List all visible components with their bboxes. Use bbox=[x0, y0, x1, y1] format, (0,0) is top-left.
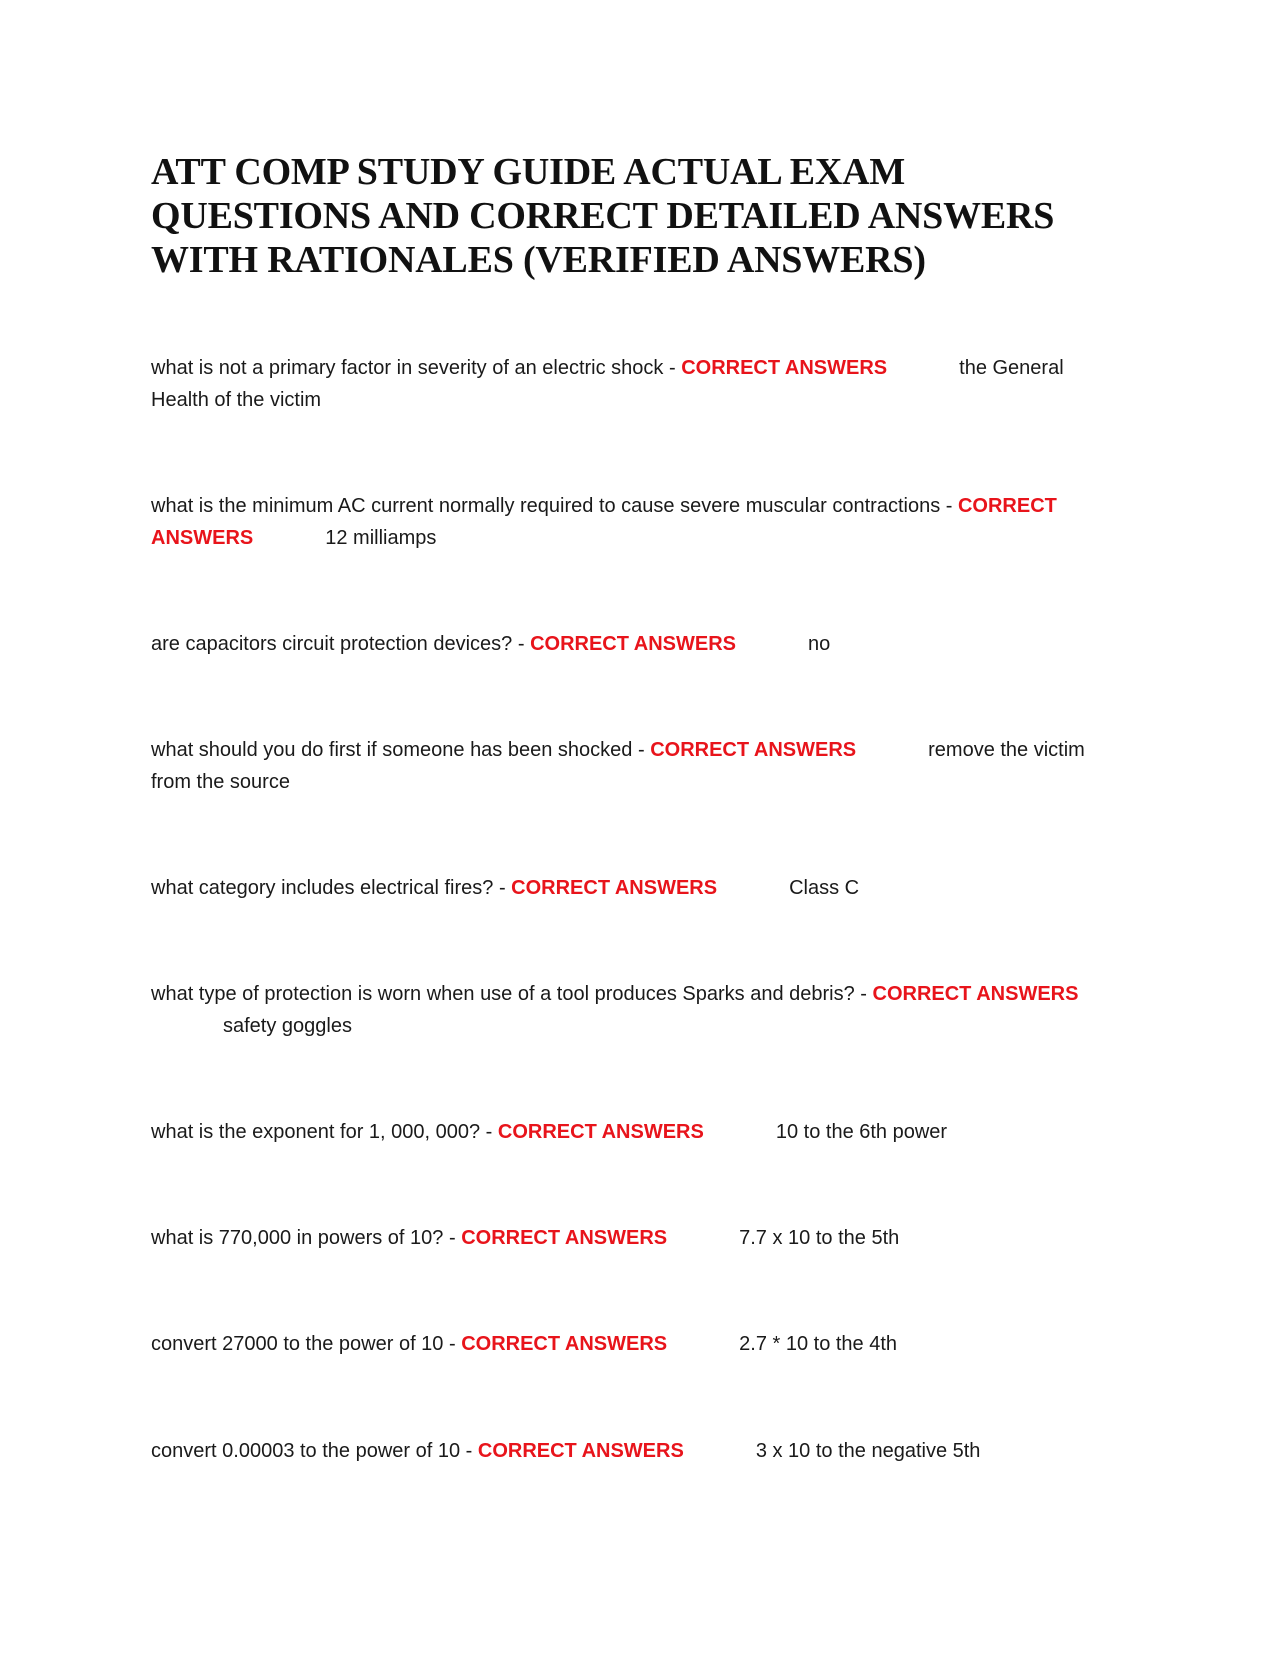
answer-text: safety goggles bbox=[223, 1015, 352, 1037]
question-text: what is the minimum AC current normally required to cause severe muscular contractions - bbox=[151, 495, 958, 517]
correct-answers-label: CORRECT ANSWERS bbox=[497, 1121, 704, 1143]
qa-item bbox=[151, 352, 1111, 416]
question-text: are capacitors circuit protection devices? - bbox=[151, 633, 531, 655]
answer-text: 3 x 10 to the negative 5th bbox=[755, 1440, 981, 1462]
question-text: convert 0.00003 to the power of 10 - bbox=[151, 1440, 478, 1462]
qa-item bbox=[151, 1328, 1111, 1360]
qa-item bbox=[151, 978, 1111, 1042]
title-line: ATT COMP STUDY GUIDE ACTUAL EXAM bbox=[151, 151, 906, 193]
qa-item bbox=[151, 1435, 1111, 1467]
qa-item bbox=[151, 872, 1111, 904]
qa-item bbox=[151, 1222, 1111, 1254]
correct-answers-label: CORRECT ANSWERS bbox=[461, 1227, 668, 1249]
correct-answers-label: CORRECT ANSWERS bbox=[530, 633, 736, 655]
answer-text: remove the victim from the source bbox=[151, 739, 1085, 793]
correct-answers-label: CORRECT ANSWERS bbox=[650, 739, 857, 761]
correct-answers-label: CORRECT ANSWERS bbox=[461, 1333, 668, 1355]
question-text: convert 27000 to the power of 10 - bbox=[151, 1333, 462, 1355]
question-text: what is the exponent for 1, 000, 000? - bbox=[151, 1121, 498, 1143]
answer-text: 7.7 x 10 to the 5th bbox=[739, 1227, 900, 1249]
correct-answers-label: CORRECT ANSWERS bbox=[511, 877, 718, 899]
qa-item bbox=[151, 734, 1111, 798]
answer-text: 2.7 * 10 to the 4th bbox=[739, 1333, 898, 1355]
document-title bbox=[151, 150, 1151, 282]
question-text: what should you do first if someone has been shocked - bbox=[151, 739, 651, 761]
answer-text: Class C bbox=[789, 877, 860, 899]
question-text: what is 770,000 in powers of 10? - bbox=[151, 1227, 462, 1249]
answer-text: 12 milliamps bbox=[325, 527, 437, 549]
question-text: what is not a primary factor in severity of an electric shock - bbox=[151, 357, 682, 379]
title-line: WITH RATIONALES (VERIFIED ANSWERS) bbox=[151, 239, 926, 281]
qa-item bbox=[151, 490, 1111, 554]
correct-answers-label: CORRECT ANSWERS bbox=[681, 357, 888, 379]
qa-item bbox=[151, 628, 1111, 660]
answer-text: the General Health of the victim bbox=[151, 357, 1064, 411]
question-text: what type of protection is worn when use of a tool produces Sparks and debris? - bbox=[151, 983, 873, 1005]
answer-text: 10 to the 6th power bbox=[775, 1121, 948, 1143]
correct-answers-label: CORRECT ANSWERS bbox=[872, 983, 1079, 1005]
correct-answers-label: CORRECT ANSWERS bbox=[477, 1440, 684, 1462]
correct-answers-label: CORRECT ANSWERS bbox=[151, 495, 1057, 549]
question-text: what category includes electrical fires? - bbox=[151, 877, 512, 899]
qa-item bbox=[151, 1116, 1111, 1148]
title-line: QUESTIONS AND CORRECT DETAILED ANSWERS bbox=[151, 195, 1055, 237]
answer-text: no bbox=[808, 633, 831, 655]
